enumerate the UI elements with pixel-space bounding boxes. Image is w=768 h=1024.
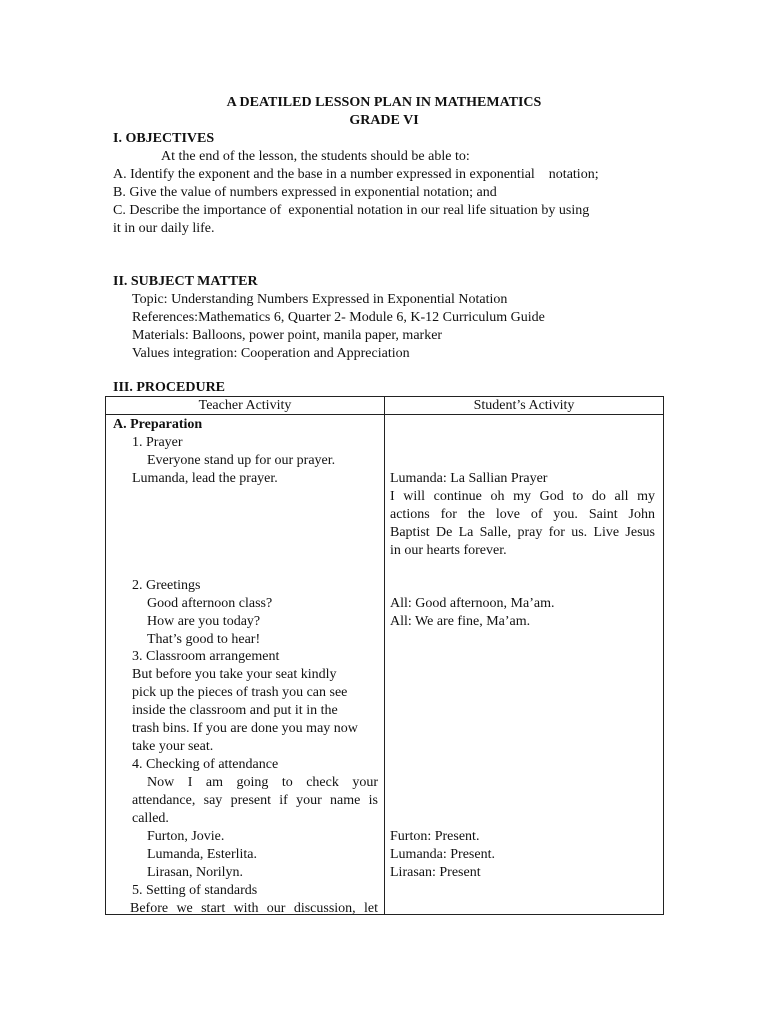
teacher-text: take your seat.	[132, 739, 214, 754]
teacher-text: attendance, say present if your name is	[132, 793, 378, 808]
student-response: Furton: Present.	[390, 829, 480, 844]
subject-materials: Materials: Balloons, power point, manila paper, marker	[132, 328, 443, 343]
teacher-activity-cell	[106, 415, 385, 915]
student-response: Lumanda: Present.	[390, 847, 495, 862]
table-row	[106, 415, 664, 915]
teacher-text: called.	[132, 811, 169, 826]
subject-heading: II. SUBJECT MATTER	[113, 274, 258, 289]
student-text: I will continue oh my God to do all my	[390, 489, 655, 504]
student-activity-header: Student’s Activity	[385, 397, 664, 415]
student-response: Lirasan: Present	[390, 865, 481, 880]
teacher-activity-header: Teacher Activity	[106, 397, 385, 415]
objective-b: B. Give the value of numbers expressed in exponential notation; and	[113, 185, 497, 200]
objectives-heading: I. OBJECTIVES	[113, 131, 215, 146]
objective-a: A. Identify the exponent and the base in a number expressed in exponential notation;	[113, 167, 599, 182]
table-header-row	[106, 397, 664, 415]
subject-topic: Topic: Understanding Numbers Expressed in Exponential Notation	[132, 292, 508, 307]
greetings-label: 2. Greetings	[132, 578, 201, 593]
student-text: in our hearts forever.	[390, 543, 507, 558]
subject-references: References:Mathematics 6, Quarter 2- Module 6, K-12 Curriculum Guide	[132, 310, 545, 325]
student-text: All: Good afternoon, Ma’am.	[390, 596, 555, 611]
attendance-label: 4. Checking of attendance	[132, 757, 279, 772]
setting-standards-label: 5. Setting of standards	[132, 883, 258, 898]
student-text: actions for the love of you. Saint John	[390, 507, 655, 522]
teacher-text: How are you today?	[147, 614, 261, 629]
procedure-table	[105, 396, 664, 915]
document-grade: GRADE VI	[349, 113, 419, 128]
teacher-text: Now I am going to check your	[147, 775, 378, 790]
teacher-text: Good afternoon class?	[147, 596, 273, 611]
teacher-text: trash bins. If you are done you may now	[132, 721, 358, 736]
classroom-arrangement-label: 3. Classroom arrangement	[132, 649, 280, 664]
attendance-name: Lirasan, Norilyn.	[147, 865, 244, 880]
teacher-text: That’s good to hear!	[147, 632, 261, 647]
prayer-label: 1. Prayer	[132, 435, 183, 450]
student-text: Baptist De La Salle, pray for us. Live Jesus	[390, 525, 655, 540]
objectives-intro: At the end of the lesson, the students should be able to:	[161, 149, 470, 164]
subject-values: Values integration: Cooperation and Appreciation	[132, 346, 410, 361]
teacher-text: Everyone stand up for our prayer.	[147, 453, 336, 468]
teacher-text: Lumanda, lead the prayer.	[132, 471, 278, 486]
objective-c-line2: it in our daily life.	[113, 221, 215, 236]
teacher-text: inside the classroom and put it in the	[132, 703, 338, 718]
teacher-text: pick up the pieces of trash you can see	[132, 685, 348, 700]
attendance-name: Lumanda, Esterlita.	[147, 847, 258, 862]
preparation-heading: A. Preparation	[113, 417, 203, 432]
document-title: A DEATILED LESSON PLAN IN MATHEMATICS	[226, 95, 542, 110]
student-text: All: We are fine, Ma’am.	[390, 614, 531, 629]
student-text: Lumanda: La Sallian Prayer	[390, 471, 548, 486]
teacher-text: But before you take your seat kindly	[132, 667, 337, 682]
student-activity-cell	[385, 415, 664, 915]
procedure-heading: III. PROCEDURE	[113, 380, 226, 395]
attendance-name: Furton, Jovie.	[147, 829, 225, 844]
teacher-text: Before we start with our discussion, let	[130, 901, 378, 916]
objective-c-line1: C. Describe the importance of exponential notation in our real life situation by using	[113, 203, 590, 218]
